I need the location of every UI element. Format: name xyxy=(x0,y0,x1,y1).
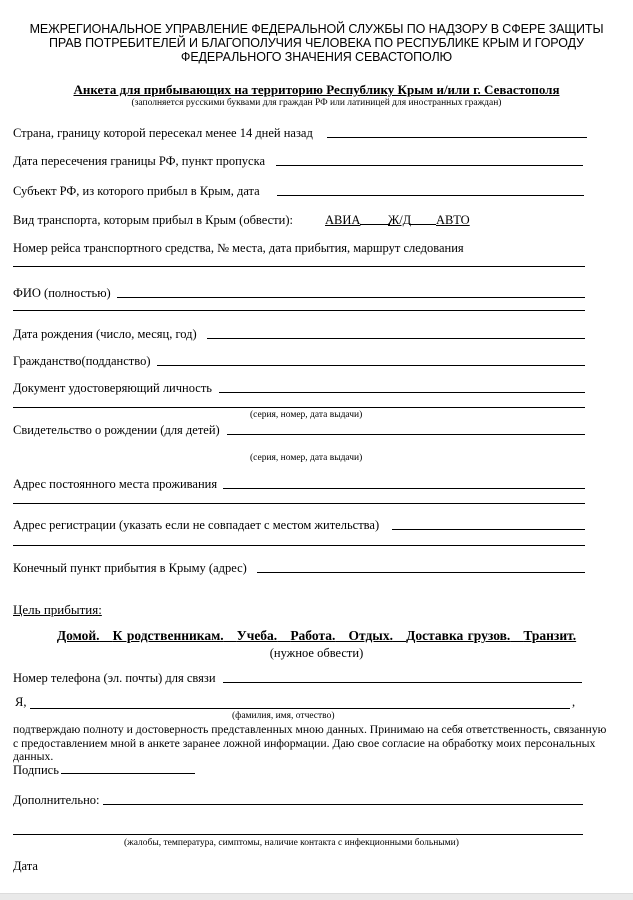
purpose-label: Цель прибытия: xyxy=(13,602,102,617)
registration-input-line[interactable] xyxy=(392,529,585,530)
id-doc-input-line-2[interactable] xyxy=(13,407,585,408)
id-doc-hint: (серия, номер, дата выдачи) xyxy=(250,410,363,420)
purpose-option-home[interactable]: Домой. xyxy=(56,628,100,643)
transport-option-avia[interactable]: АВИА xyxy=(325,213,361,227)
consent-comma: , xyxy=(572,695,576,709)
transport-option-rail[interactable]: Ж/Д xyxy=(388,213,412,227)
form-title: Анкета для прибывающих на территорию Республику Крым и/или г. Севастополя xyxy=(73,82,560,97)
additional-label: Дополнительно: xyxy=(13,793,100,807)
additional-input-line[interactable] xyxy=(103,804,583,805)
transport-underline-gap-1 xyxy=(360,224,390,225)
signature-label: Подпись xyxy=(13,763,59,777)
subject-label: Субъект РФ, из которого прибыл в Крым, дата xyxy=(13,184,260,198)
birth-input-line[interactable] xyxy=(207,338,585,339)
consent-name-input-line[interactable] xyxy=(30,708,570,709)
transport-underline-gap-2 xyxy=(409,224,436,225)
destination-input-line[interactable] xyxy=(257,572,585,573)
id-doc-input-line[interactable] xyxy=(219,392,585,393)
purpose-option-work[interactable]: Работа. xyxy=(290,628,336,643)
registration-input-line-2[interactable] xyxy=(13,545,585,546)
header-line-3: ФЕДЕРАЛЬНОГО ЗНАЧЕНИЯ СЕВАСТОПОЛЮ xyxy=(180,50,453,64)
date-label: Дата xyxy=(13,859,38,873)
header-line-1: МЕЖРЕГИОНАЛЬНОЕ УПРАВЛЕНИЕ ФЕДЕРАЛЬНОЙ СЛУЖБЫ ПО НАДЗОРУ В СФЕРЕ ЗАЩИТЫ xyxy=(29,22,604,36)
border-date-input-line[interactable] xyxy=(276,165,583,166)
purpose-option-study[interactable]: Учеба. xyxy=(236,628,278,643)
fio-label: ФИО (полностью) xyxy=(13,286,111,300)
route-input-line[interactable] xyxy=(13,266,585,267)
residence-input-line[interactable] xyxy=(223,488,585,489)
signature-input-line[interactable] xyxy=(61,773,195,774)
consent-text-2: с предоставлением мной в анкете заранее ложной информации. Даю свое согласие на обработку моих персональных xyxy=(13,737,596,750)
purpose-option-cargo[interactable]: Доставка грузов. xyxy=(406,628,511,643)
form-subtitle: (заполняется русскими буквами для граждан РФ или латиницей для иностранных граждан) xyxy=(131,98,502,108)
consent-text-3: данных. xyxy=(13,750,54,763)
phone-label: Номер телефона (эл. почты) для связи xyxy=(13,671,216,685)
citizenship-input-line[interactable] xyxy=(157,365,585,366)
birth-cert-input-line[interactable] xyxy=(227,434,585,435)
country-label: Страна, границу которой пересекал менее 14 дней назад xyxy=(13,126,313,140)
purpose-options xyxy=(0,628,633,644)
route-label: Номер рейса транспортного средства, № места, дата прибытия, маршрут следования xyxy=(13,241,464,255)
purpose-option-transit[interactable]: Транзит. xyxy=(523,628,577,643)
birth-label: Дата рождения (число, месяц, год) xyxy=(13,327,197,341)
border-date-label: Дата пересечения границы РФ, пункт пропуска xyxy=(13,154,266,168)
citizenship-label: Гражданство(подданство) xyxy=(13,354,151,368)
phone-input-line[interactable] xyxy=(223,682,582,683)
purpose-hint: (нужное обвести) xyxy=(269,646,364,660)
residence-label: Адрес постоянного места проживания xyxy=(13,477,218,491)
registration-label: Адрес регистрации (указать если не совпадает с местом жительства) xyxy=(13,518,380,532)
fio-input-line[interactable] xyxy=(117,297,585,298)
additional-input-line-2[interactable] xyxy=(13,834,583,835)
consent-ya: Я, xyxy=(15,695,27,709)
birth-cert-hint: (серия, номер, дата выдачи) xyxy=(250,453,363,463)
consent-text-1: подтверждаю полноту и достоверность представленных мною данных. Принимаю на себя ответственность, связанную xyxy=(13,723,607,736)
purpose-option-relatives[interactable]: К родственникам. xyxy=(112,628,224,643)
transport-label: Вид транспорта, которым прибыл в Крым (обвести): xyxy=(13,213,293,227)
id-doc-label: Документ удостоверяющий личность xyxy=(13,381,212,395)
birth-cert-label: Свидетельство о рождении (для детей) xyxy=(13,423,220,437)
consent-name-hint: (фамилия, имя, отчество) xyxy=(232,711,335,721)
destination-label: Конечный пункт прибытия в Крыму (адрес) xyxy=(13,561,247,575)
country-input-line[interactable] xyxy=(327,137,587,138)
transport-option-auto[interactable]: АВТО xyxy=(436,213,470,227)
fio-input-line-2[interactable] xyxy=(13,310,585,311)
additional-hint: (жалобы, температура, симптомы, наличие контакта с инфекционными больными) xyxy=(124,838,459,848)
residence-input-line-2[interactable] xyxy=(13,503,585,504)
header-line-2: ПРАВ ПОТРЕБИТЕЛЕЙ И БЛАГОПОЛУЧИЯ ЧЕЛОВЕКА ПО РЕСПУБЛИКЕ КРЫМ И ГОРОДУ xyxy=(49,36,584,50)
purpose-option-rest[interactable]: Отдых. xyxy=(348,628,393,643)
subject-input-line[interactable] xyxy=(277,195,584,196)
